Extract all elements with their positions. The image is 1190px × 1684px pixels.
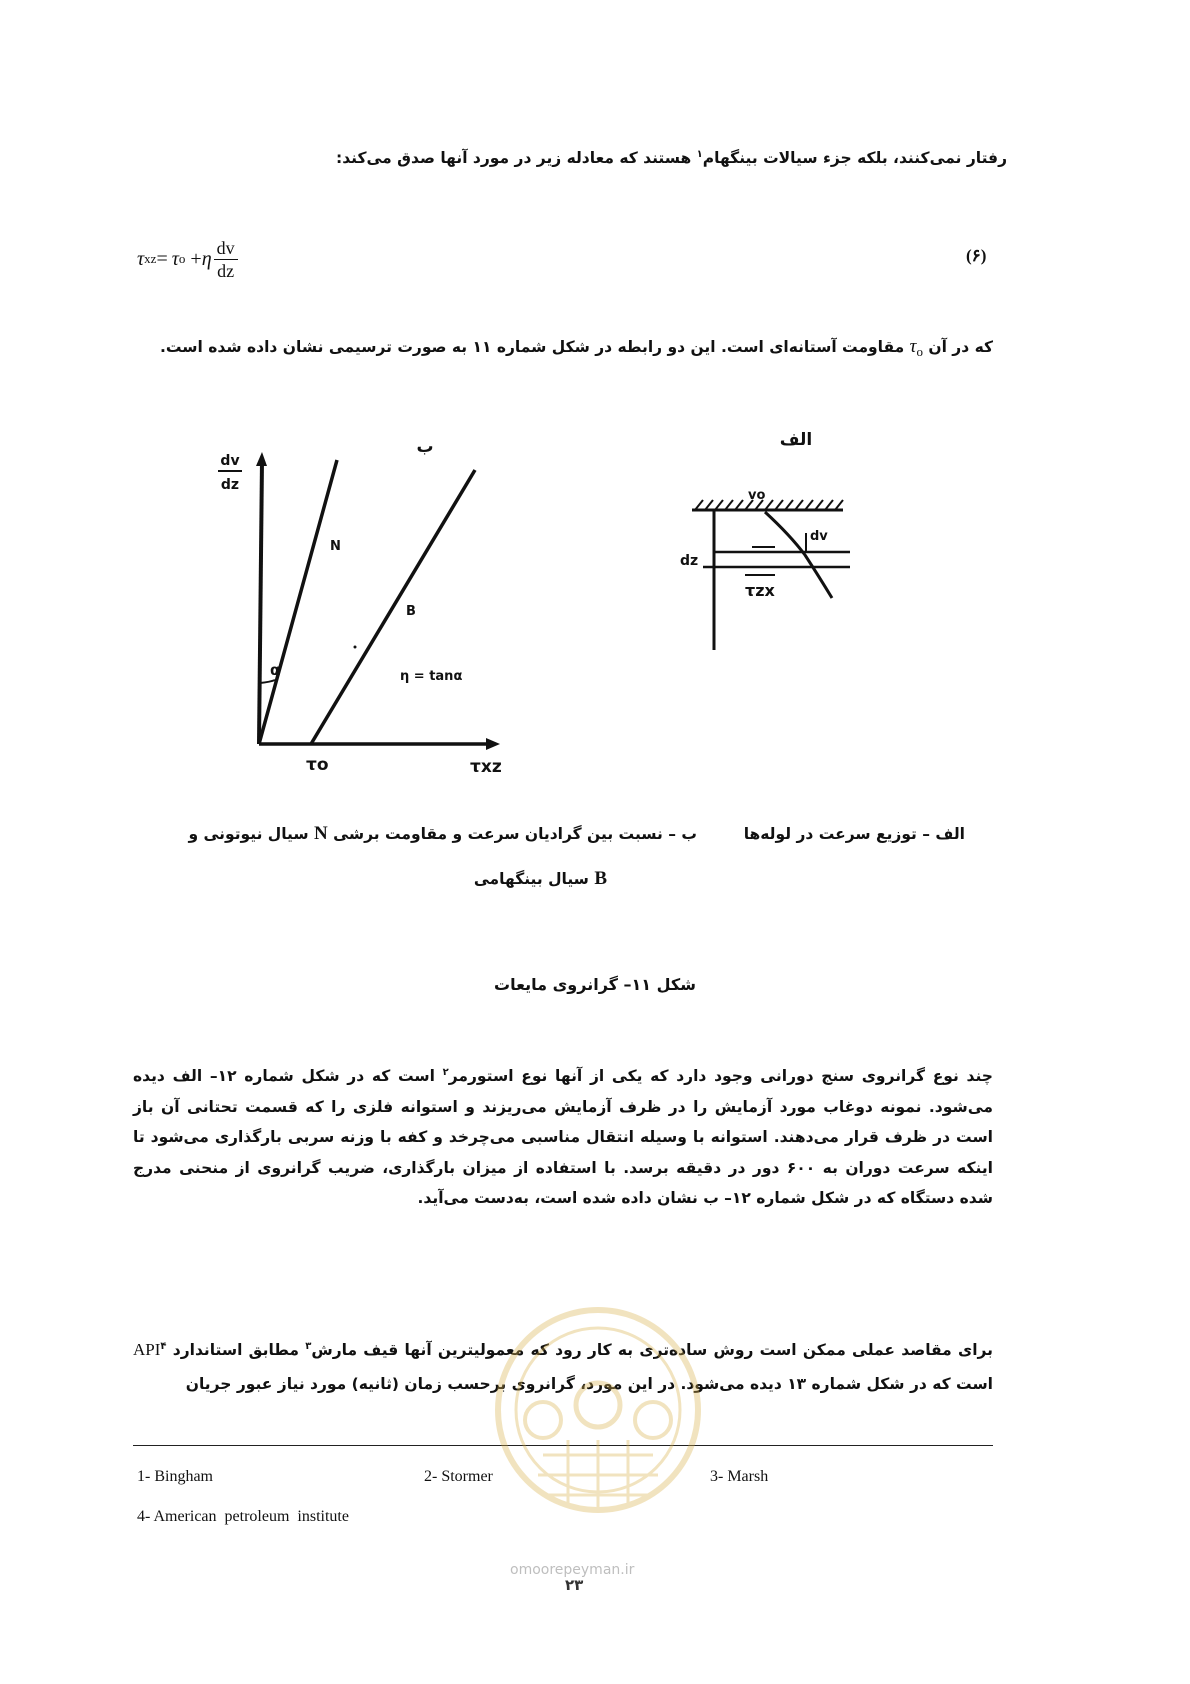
line-b bbox=[311, 470, 475, 744]
footnote-1: 1- Bingham bbox=[137, 1468, 213, 1485]
caption-b-text-3: سیال بینگهامی bbox=[473, 870, 595, 888]
graph-alef bbox=[680, 430, 850, 650]
paragraph-2-marker-4: ۴ bbox=[160, 1341, 167, 1352]
dz-label: dz bbox=[680, 553, 699, 569]
eq-frac-num: dv bbox=[214, 237, 238, 260]
page-number: ۲۳ bbox=[565, 1576, 584, 1594]
eta-label: η = tanα bbox=[400, 669, 463, 684]
explanation-tau: τ bbox=[909, 336, 917, 357]
line-n bbox=[259, 460, 337, 744]
graph-b-x-arrowhead bbox=[486, 738, 500, 750]
caption-b-N: N bbox=[314, 823, 328, 844]
paragraph-1 bbox=[133, 1058, 993, 1214]
graph-b-ylabel-den: dz bbox=[220, 477, 240, 493]
graph-b-y-arrowhead bbox=[256, 452, 267, 466]
paragraph-1-text-after: است که در شکل شماره ۱۲– الف دیده می‌شود. نمونه دوغاب مورد آزمایش را در ظرف آزمایش می‌ریزند و استوانه فلزی را که قسمت تحتانی آن باز است در ظرف قرار می‌دهند. استوانه با وسیله انتقال مناسبی می‌چرخد و کفه با وزنه سربی بارگذاری می‌شود تا اینکه سرعت دوران به ۶۰۰ دور در دقیقه برسد. با استفاده از میزان بارگذاری، ضریب گرانروی از منحنی مدرج شده دستگاه که در شکل شماره ۱۲– ب نشان داده شده است، به‌دست می‌آید. bbox=[133, 1067, 993, 1208]
equation-number: (۶) bbox=[966, 246, 987, 265]
paragraph-2-marker-3: ۳ bbox=[305, 1341, 312, 1352]
footnote-2: 2- Stormer bbox=[424, 1468, 493, 1485]
eq-equals: = bbox=[156, 247, 168, 270]
caption-b-line2 bbox=[307, 865, 607, 893]
velocity-profile bbox=[765, 512, 832, 598]
graph-b-ylabel-num: dv bbox=[220, 453, 240, 469]
watermark-logo bbox=[488, 1305, 708, 1535]
paragraph-1-footnote-marker: ۲ bbox=[442, 1067, 449, 1078]
caption-alef: الف – توزیع سرعت در لوله‌ها bbox=[743, 825, 965, 843]
explanation-before: که در آن bbox=[922, 338, 993, 356]
eq-tau: τ bbox=[137, 247, 145, 270]
paragraph-2-api: API bbox=[133, 1340, 161, 1360]
paragraph-2-part1: برای مقاصد عملی ممکن است روش ساده‌تری به کار رود که معمولیترین آنها قیف مارش bbox=[311, 1341, 993, 1360]
stray-dot bbox=[354, 646, 357, 649]
line-b-label: B bbox=[406, 604, 416, 619]
caption-b-line1 bbox=[137, 820, 697, 848]
caption-b-B: B bbox=[594, 868, 607, 889]
intro-text-after: هستند که معادله زیر در مورد آنها صدق می‌کند: bbox=[336, 149, 697, 168]
graph-alef-label: الف bbox=[779, 430, 813, 450]
paragraph-1-text-before: چند نوع گرانروی سنج دورانی وجود دارد که یکی از آنها نوع استورمر bbox=[448, 1067, 993, 1086]
intro-footnote-marker: ۱ bbox=[696, 149, 703, 160]
explanation-tau-sub: o bbox=[916, 344, 923, 360]
eq-tau0: τ bbox=[171, 247, 179, 270]
graph-b-label: ب bbox=[416, 437, 434, 457]
paragraph-2-part2: مطابق استاندارد bbox=[166, 1341, 306, 1360]
footnote-3: 3- Marsh bbox=[710, 1468, 769, 1485]
footnote-4: 4- American petroleum institute bbox=[137, 1508, 349, 1525]
watermark-url: omoorepeyman.ir bbox=[510, 1562, 635, 1578]
v0-label: vo bbox=[748, 488, 766, 503]
x-axis-label: τxz bbox=[470, 757, 502, 777]
eq-frac-den: dz bbox=[217, 260, 235, 281]
graph-b-y-axis bbox=[259, 460, 262, 744]
tau-zx-label: τzx bbox=[745, 581, 775, 600]
tau0-label: τo bbox=[306, 755, 329, 775]
explanation-after: مقاومت آستانه‌ای است. این دو رابطه در شکل شماره ۱۱ به صورت ترسیمی نشان داده شده است. bbox=[160, 338, 910, 356]
caption-b-text-1: ب – نسبت بین گرادیان سرعت و مقاومت برشی bbox=[327, 825, 697, 843]
paragraph-2-part3: است که در شکل شماره ۱۳ دیده می‌شود. در این مورد، گرانروی برحسب زمان (ثانیه) مورد نیاز عبور جریان bbox=[185, 1375, 993, 1394]
intro-text-before: رفتار نمی‌کنند، بلکه جزء سیالات بینگهام bbox=[702, 149, 1007, 168]
dv-label: dv bbox=[810, 529, 828, 544]
alpha-label: α bbox=[270, 661, 281, 679]
eq-eta: η bbox=[201, 247, 212, 270]
graph-b bbox=[218, 437, 502, 777]
eq-plus: + bbox=[190, 247, 202, 270]
figure-title: شکل ۱۱– گرانروی مایعات bbox=[494, 975, 696, 994]
caption-b-text-2: سیال نیوتونی و bbox=[188, 825, 315, 843]
line-n-label: N bbox=[330, 539, 341, 554]
alpha-arc bbox=[260, 680, 275, 683]
eq-tau0-sub: o bbox=[178, 251, 186, 266]
eq-tau-sub: xz bbox=[144, 251, 157, 266]
